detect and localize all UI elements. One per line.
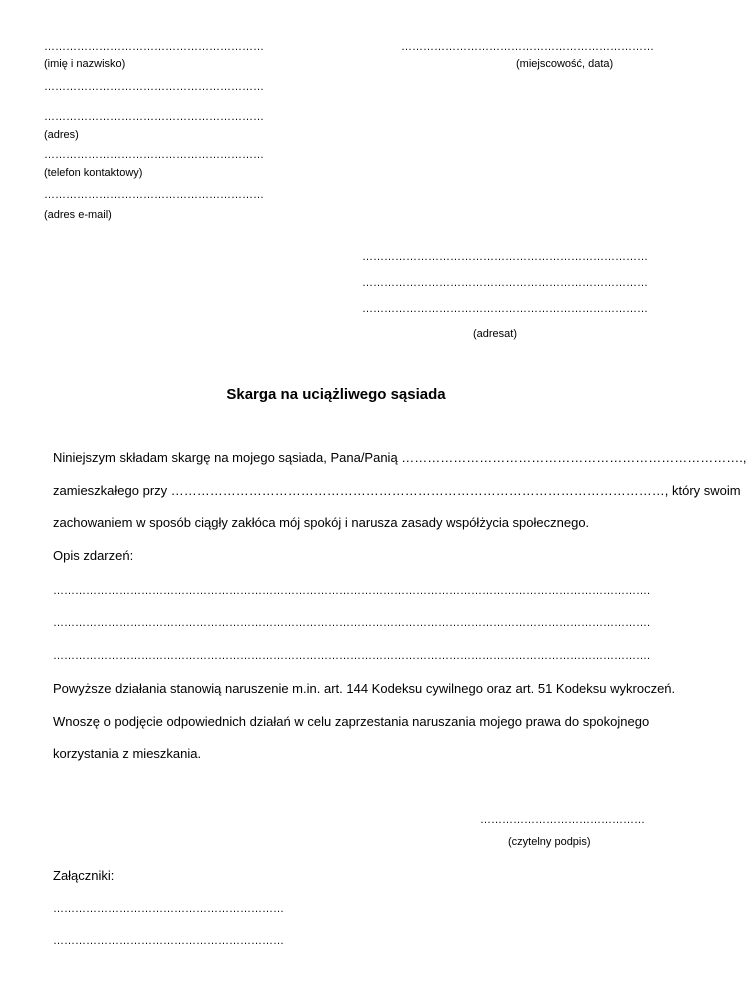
- signature-dots: ………………………………………: [480, 814, 645, 826]
- paragraph-2: Powyższe działania stanowią naruszenie m.in. art. 144 Kodeksu cywilnego oraz art. 51 Kodeksu wykroczeń.: [53, 681, 676, 696]
- name-dots: ……………………………………………………: [44, 41, 264, 53]
- document-title: Skarga na uciążliwego sąsiada: [226, 386, 446, 403]
- address-label: (adres): [44, 129, 79, 141]
- email-dots: ……………………………………………………: [44, 189, 264, 201]
- attachment-line-2: ………………………………………………………: [53, 935, 284, 947]
- event-line-2: ……………………………………………………………………………………………………………………………………………….: [53, 617, 651, 629]
- phone-label: (telefon kontaktowy): [44, 167, 143, 179]
- email-label: (adres e-mail): [44, 209, 112, 221]
- paragraph-3-line-2: korzystania z mieszkania.: [53, 746, 202, 761]
- name-label: (imię i nazwisko): [44, 58, 126, 70]
- addressee-label: (adresat): [473, 328, 518, 340]
- attachments-label: Załączniki:: [53, 868, 115, 883]
- phone-dots: ……………………………………………………: [44, 149, 264, 161]
- events-label: Opis zdarzeń:: [53, 548, 134, 563]
- paragraph-1-line-1: Niniejszym składam skargę na mojego sąsiada, Pana/Panią …………………………………………………………………….,: [53, 450, 747, 465]
- addressee-line-3: ……………………………………………………………………: [362, 303, 648, 315]
- address-dots-1: ……………………………………………………: [44, 81, 264, 93]
- attachment-line-1: ………………………………………………………: [53, 903, 284, 915]
- paragraph-1-line-3: zachowaniem w sposób ciągły zakłóca mój spokój i narusza zasady współżycia społecznego.: [53, 515, 590, 530]
- addressee-line-1: ……………………………………………………………………: [362, 251, 648, 263]
- event-line-1: ……………………………………………………………………………………………………………………………………………….: [53, 585, 651, 597]
- paragraph-1-line-2: zamieszkałego przy ……………………………………………………………………………………………………, który swoim: [53, 483, 741, 498]
- addressee-line-2: ……………………………………………………………………: [362, 277, 648, 289]
- signature-label: (czytelny podpis): [508, 836, 591, 848]
- place-date-label: (miejscowość, data): [516, 58, 614, 70]
- event-line-3: ……………………………………………………………………………………………………………………………………………….: [53, 650, 651, 662]
- place-date-dots: ……………………………………………………………: [401, 41, 654, 53]
- paragraph-3-line-1: Wnoszę o podjęcie odpowiednich działań w celu zaprzestania naruszania mojego prawa do spokojnego: [53, 714, 650, 729]
- address-dots-2: ……………………………………………………: [44, 111, 264, 123]
